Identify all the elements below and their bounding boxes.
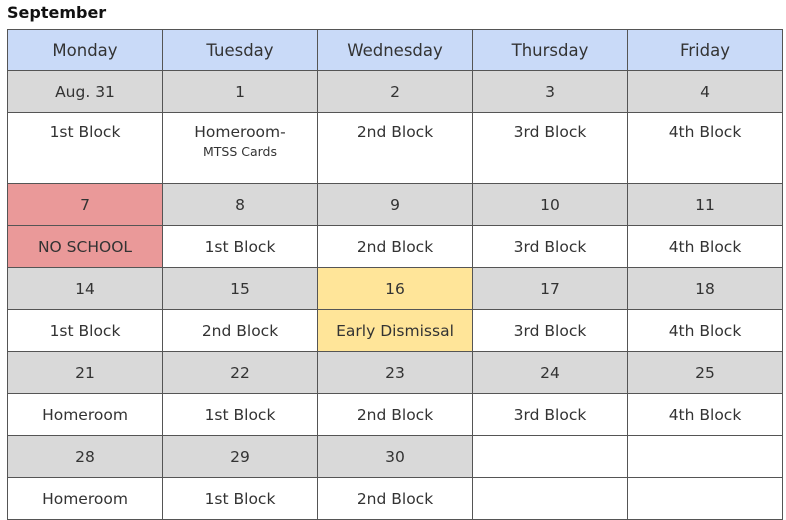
date-cell: 17 xyxy=(473,268,628,310)
date-cell: 9 xyxy=(318,184,473,226)
date-cell: 28 xyxy=(8,436,163,478)
date-row xyxy=(8,436,783,478)
activity-row xyxy=(8,478,783,520)
date-cell: 25 xyxy=(628,352,783,394)
date-cell: 14 xyxy=(8,268,163,310)
weekday-header: Friday xyxy=(628,30,783,71)
date-row xyxy=(8,352,783,394)
date-cell: 21 xyxy=(8,352,163,394)
activity-cell: 1st Block xyxy=(163,478,318,520)
date-cell-no-school: 7 xyxy=(8,184,163,226)
empty-cell xyxy=(473,436,628,478)
activity-row xyxy=(8,394,783,436)
activity-cell: 1st Block xyxy=(163,226,318,268)
activity-cell: 3rd Block xyxy=(473,113,628,184)
activity-cell: 1st Block xyxy=(8,310,163,352)
date-cell: 1 xyxy=(163,71,318,113)
date-row xyxy=(8,184,783,226)
date-cell: 15 xyxy=(163,268,318,310)
activity-cell: 1st Block xyxy=(8,113,163,184)
weekday-header: Thursday xyxy=(473,30,628,71)
empty-cell xyxy=(473,478,628,520)
activity-cell: 1st Block xyxy=(163,394,318,436)
activity-cell: 4th Block xyxy=(628,394,783,436)
activity-cell: 3rd Block xyxy=(473,226,628,268)
activity-row xyxy=(8,310,783,352)
activity-cell-no-school: NO SCHOOL xyxy=(8,226,163,268)
activity-cell: Homeroom xyxy=(8,394,163,436)
activity-cell xyxy=(163,113,318,184)
date-cell: Aug. 31 xyxy=(8,71,163,113)
date-cell: 4 xyxy=(628,71,783,113)
date-cell: 22 xyxy=(163,352,318,394)
activity-cell: 4th Block xyxy=(628,113,783,184)
weekday-header: Tuesday xyxy=(163,30,318,71)
date-cell: 29 xyxy=(163,436,318,478)
activity-row xyxy=(8,113,783,184)
date-row xyxy=(8,71,783,113)
activity-cell: 4th Block xyxy=(628,226,783,268)
date-cell: 18 xyxy=(628,268,783,310)
date-cell: 30 xyxy=(318,436,473,478)
activity-cell: 2nd Block xyxy=(163,310,318,352)
month-title: September xyxy=(7,3,107,22)
weekday-header-row xyxy=(8,30,783,71)
activity-cell: 2nd Block xyxy=(318,226,473,268)
activity-cell: 2nd Block xyxy=(318,113,473,184)
activity-cell: 2nd Block xyxy=(318,478,473,520)
activity-label: Homeroom- xyxy=(194,123,286,141)
date-cell: 2 xyxy=(318,71,473,113)
date-cell: 11 xyxy=(628,184,783,226)
date-cell: 3 xyxy=(473,71,628,113)
activity-cell: 2nd Block xyxy=(318,394,473,436)
date-row xyxy=(8,268,783,310)
activity-cell-early-dismissal: Early Dismissal xyxy=(318,310,473,352)
activity-cell: 3rd Block xyxy=(473,394,628,436)
date-cell: 23 xyxy=(318,352,473,394)
date-cell-early-dismissal: 16 xyxy=(318,268,473,310)
weekday-header: Monday xyxy=(8,30,163,71)
date-cell: 10 xyxy=(473,184,628,226)
activity-cell: Homeroom xyxy=(8,478,163,520)
empty-cell xyxy=(628,478,783,520)
calendar-table xyxy=(7,29,783,520)
empty-cell xyxy=(628,436,783,478)
activity-note: MTSS Cards xyxy=(202,144,278,159)
activity-cell: 4th Block xyxy=(628,310,783,352)
date-cell: 8 xyxy=(163,184,318,226)
date-cell: 24 xyxy=(473,352,628,394)
weekday-header: Wednesday xyxy=(318,30,473,71)
activity-row xyxy=(8,226,783,268)
activity-cell: 3rd Block xyxy=(473,310,628,352)
